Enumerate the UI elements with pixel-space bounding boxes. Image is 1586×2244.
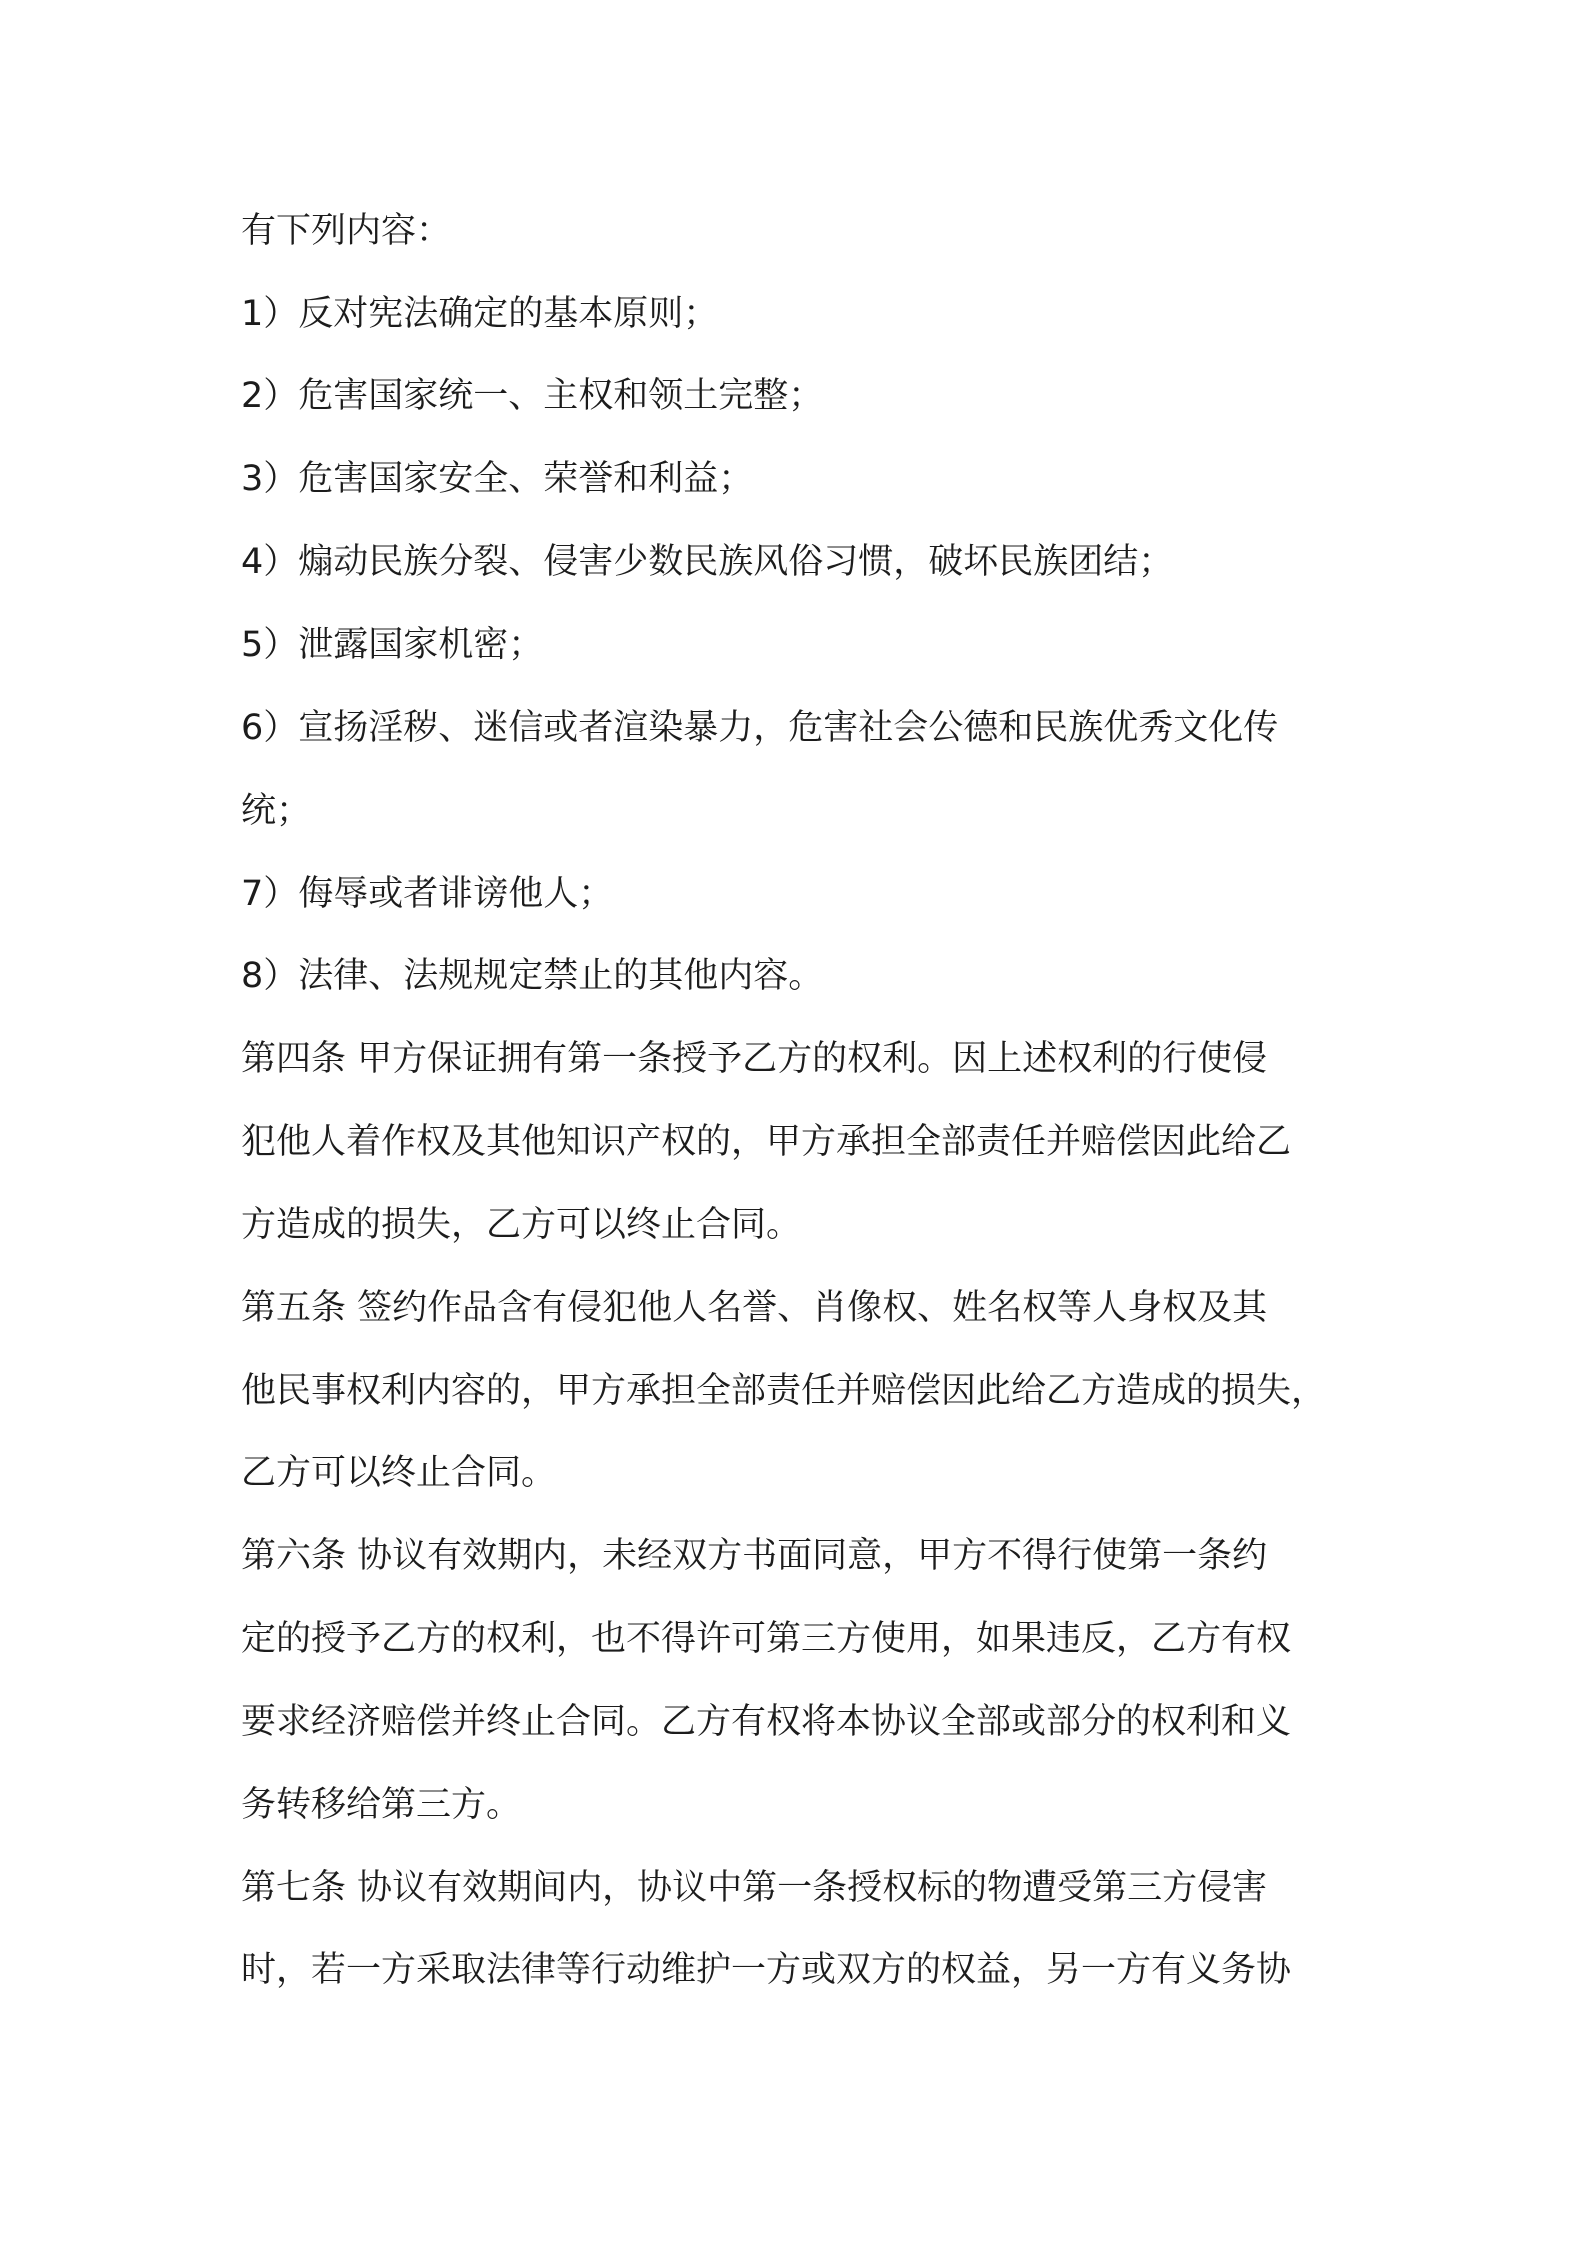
list-item-6-continued: 统； [241, 791, 312, 831]
list-item-1: 1）反对宪法确定的基本原则； [241, 294, 719, 334]
article-6-line-3: 要求经济赔偿并终止合同。乙方有权将本协议全部或部分的权利和义 [241, 1702, 1292, 1742]
list-item-7: 7）侮辱或者诽谤他人； [241, 874, 614, 914]
article-4-line-1: 第四条 甲方保证拥有第一条授予乙方的权利。因上述权利的行使侵 [241, 1039, 1268, 1079]
article-6-line-2: 定的授予乙方的权利，也不得许可第三方使用，如果违反，乙方有权 [241, 1619, 1292, 1659]
article-7-line-1: 第七条 协议有效期间内，协议中第一条授权标的物遭受第三方侵害 [241, 1868, 1268, 1908]
article-5-line-1: 第五条 签约作品含有侵犯他人名誉、肖像权、姓名权等人身权及其 [241, 1288, 1268, 1328]
list-item-5: 5）泄露国家机密； [241, 625, 544, 665]
article-4-line-3: 方造成的损失，乙方可以终止合同。 [241, 1205, 802, 1245]
list-item-4: 4）煽动民族分裂、侵害少数民族风俗习惯，破坏民族团结； [241, 542, 1174, 582]
article-4-line-2: 犯他人着作权及其他知识产权的，甲方承担全部责任并赔偿因此给乙 [241, 1122, 1292, 1162]
article-5-line-3: 乙方可以终止合同。 [241, 1453, 557, 1493]
list-item-8: 8）法律、法规规定禁止的其他内容。 [241, 956, 824, 996]
article-7-line-2: 时，若一方采取法律等行动维护一方或双方的权益，另一方有义务协 [241, 1950, 1292, 1990]
article-6-line-4: 务转移给第三方。 [241, 1785, 522, 1825]
article-5-line-2: 他民事权利内容的，甲方承担全部责任并赔偿因此给乙方造成的损失， [241, 1371, 1327, 1411]
list-item-6: 6）宣扬淫秽、迷信或者渲染暴力，危害社会公德和民族优秀文化传 [241, 708, 1279, 748]
list-item-3: 3）危害国家安全、荣誉和利益； [241, 459, 754, 499]
text-line-intro: 有下列内容： [241, 211, 452, 251]
article-6-line-1: 第六条 协议有效期内，未经双方书面同意，甲方不得行使第一条约 [241, 1536, 1268, 1576]
list-item-2: 2）危害国家统一、主权和领土完整； [241, 376, 824, 416]
